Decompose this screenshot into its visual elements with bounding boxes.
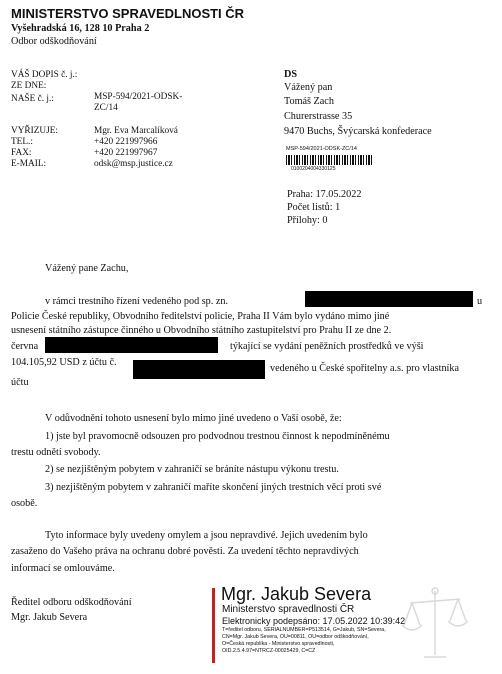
paragraph1-line4-end: týkající se vydání peněžních prostředků ve výši <box>230 341 424 352</box>
redaction-box <box>305 291 473 307</box>
barcode-number: 0100204004330125 <box>291 166 336 172</box>
paragraph1-line5-end: vedeného u České spořitelny a.s. pro vlastníka <box>270 363 459 374</box>
value-tel: +420 221997966 <box>94 137 158 147</box>
label-vyrizuje: VYŘIZUJE: <box>11 126 58 136</box>
letter-date: Praha: 17.05.2022 <box>287 189 362 200</box>
paragraph3-line3: informací se omlouváme. <box>11 563 115 574</box>
department-name: Odbor odškodňování <box>11 36 97 47</box>
list-item-1-line2: trestu odnětí svobody. <box>11 447 101 458</box>
signature-detail-1: T=ředitel odboru, SERIALNUMBER=P513514, G=Jakub, SN=Severa, <box>222 627 386 633</box>
value-vyrizuje: Mgr. Eva Marcalíková <box>94 126 178 136</box>
recipient-ds: DS <box>284 69 298 80</box>
label-vas-dopis: VÁŠ DOPIS č. j.: <box>11 70 78 80</box>
paragraph1-line3: usnesení státního zástupce činného u Obvodního státního zastupitelství pro Prahu II ze dne 2. <box>11 325 392 336</box>
list-item-2: 2) se nezjištěným pobytem v zahraničí se bráníte nástupu výkonu trestu. <box>45 464 339 475</box>
greeting: Vážený pane Zachu, <box>45 263 129 274</box>
recipient-salutation: Vážený pan <box>284 82 333 93</box>
recipient-city: 9470 Buchs, Švýcarská konfederace <box>284 126 432 137</box>
paragraph1-line2: Policie České republiky, Obvodního ředitelství policie, Praha II Vám bylo vydáno mimo jiné <box>11 311 390 322</box>
label-ze-dne: ZE DNE: <box>11 81 47 91</box>
paragraph2-intro: V odůvodnění tohoto usnesení bylo mimo jiné uvedeno o Vaší osobě, že: <box>45 413 342 424</box>
signoff-role: Ředitel odboru odškodňování <box>11 597 132 608</box>
barcode-image <box>286 155 374 165</box>
paragraph3-line1: Tyto informace byly uvedeny omylem a jsou nepravdivé. Jejich uvedením bylo <box>45 530 368 541</box>
attachment-count: Přílohy: 0 <box>287 215 328 226</box>
list-item-1-line1: 1) jste byl pravomocně odsouzen pro podvodnou trestnou činnost k nepodmíněnému <box>45 431 390 442</box>
value-fax: +420 221997967 <box>94 148 158 158</box>
value-nase-cj-2: ZC/14 <box>94 103 118 113</box>
signoff-name: Mgr. Jakub Severa <box>11 612 88 623</box>
paragraph3-line2: zasaženo do Vašeho práva na ochranu dobré pověsti. Za uvedení těchto nepravdivých <box>11 546 359 557</box>
ministry-address: Vyšehradská 16, 128 10 Praha 2 <box>11 23 150 34</box>
page-count: Počet listů: 1 <box>287 202 341 213</box>
signature-detail-3: O=Česká republika - Ministerstvo spravedlnosti, <box>222 641 335 647</box>
signature-name: Mgr. Jakub Severa <box>221 584 372 604</box>
barcode-ref: MSP-594/2021-ODSK-ZC/14 <box>286 146 357 152</box>
paragraph1-line4-start: června <box>11 341 39 352</box>
ministry-title: MINISTERSTVO SPRAVEDLNOSTI ČR <box>11 6 245 21</box>
list-item-3-line2: osobě. <box>11 498 38 509</box>
label-email: E-MAIL: <box>11 159 47 169</box>
signature-detail-4: OID.2.5.4.97=NTRCZ-00025429, C=CZ <box>222 648 316 654</box>
label-nase-cj: NAŠE č. j.: <box>11 94 54 104</box>
signature-signed: Elektronicky podepsáno: 17.05.2022 10:39:42 <box>222 616 406 626</box>
label-fax: FAX: <box>11 148 32 158</box>
value-email: odsk@msp.justice.cz <box>94 159 173 169</box>
paragraph1-line5-start: 104.105,92 USD z účtu č. <box>11 357 117 368</box>
recipient-street: Churerstrasse 35 <box>284 111 353 122</box>
redaction-box <box>133 360 265 379</box>
scales-of-justice-icon <box>400 585 470 665</box>
value-nase-cj-1: MSP-594/2021-ODSK- <box>94 92 183 102</box>
signature-accent-bar <box>212 588 215 663</box>
signature-org: Ministerstvo spravedlnosti ČR <box>222 604 355 615</box>
redaction-box <box>45 337 218 353</box>
list-item-3-line1: 3) nezjištěným pobytem v zahraničí maříte skončení jiných trestních věcí proti své <box>45 482 382 493</box>
paragraph1-line1-end: u <box>477 296 483 307</box>
recipient-name: Tomáš Zach <box>284 96 334 107</box>
paragraph1-line6: účtu <box>11 377 29 388</box>
label-tel: TEL.: <box>11 137 33 147</box>
signature-detail-2: CN=Mgr. Jakub Severa, OU=00811, OU=odbor odškodňování, <box>222 634 369 640</box>
paragraph1-line1: v rámci trestního řízení vedeného pod sp. zn. <box>45 296 229 307</box>
